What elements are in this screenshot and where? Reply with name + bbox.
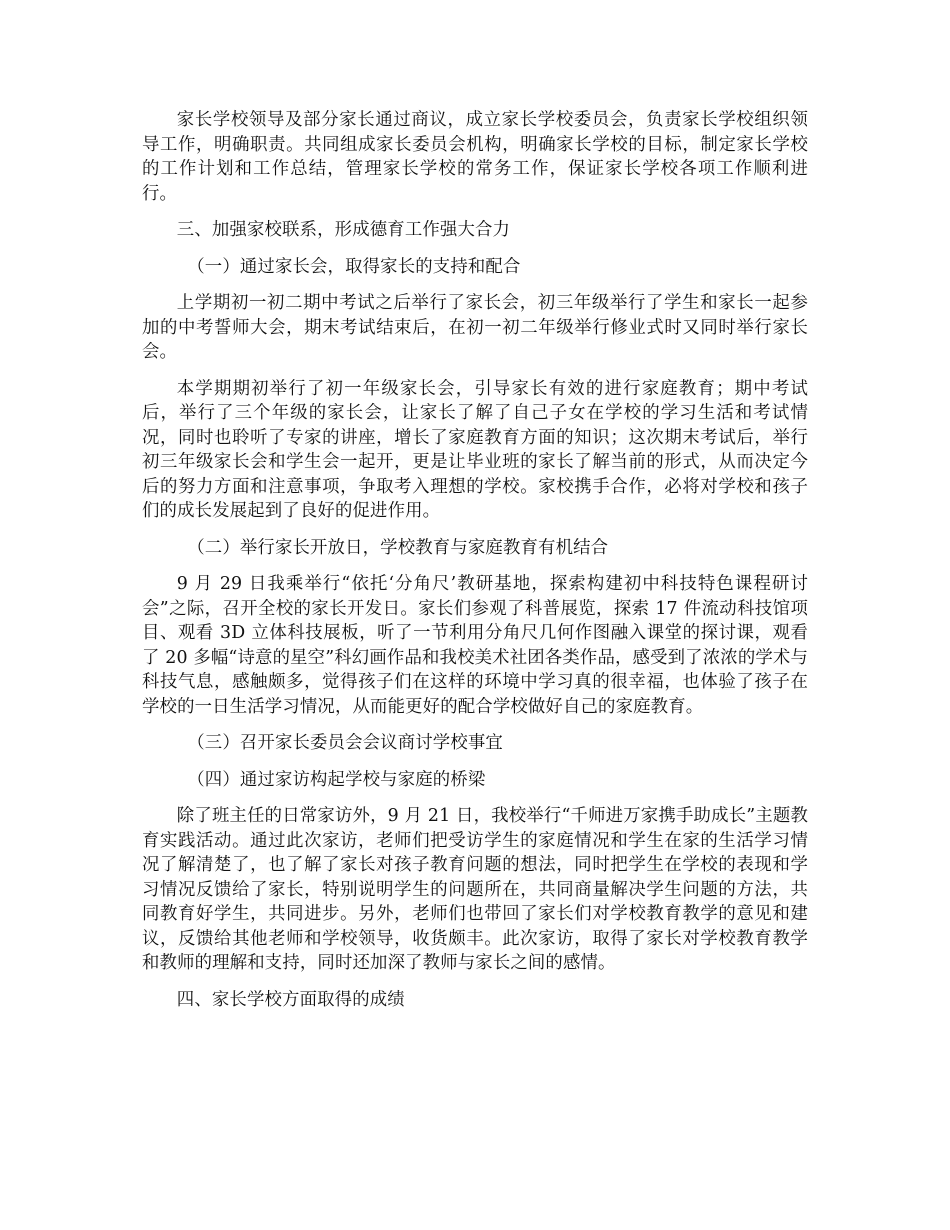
subheading-open-day: （二）举行家长开放日，学校教育与家庭教育有机结合	[187, 537, 609, 558]
section-heading-3: 三、加强家校联系，形成德育工作强大合力	[176, 220, 511, 240]
subheading-home-visit: （四）通过家访构起学校与家庭的桥梁	[187, 769, 486, 790]
subheading-parent-meeting: （一）通过家长会，取得家长的支持和配合	[187, 256, 521, 277]
paragraph-this-semester: 本学期期初举行了初一年级家长会，引导家长有效的进行家庭教育；期中考试后，举行了三个年级的家长会，让家长了解了自己子女在学校的学习生活和考试情况，同时也聆听了专家的讲座，增长了家庭教育方面的知识；这次期末考试后，举行初三年级家长会和学生会一起开，更是让毕业班的家长了解当前的形式，从而决定今后的努力方面和注意事项，争取考入理想的学校。家校携手合作，必将对学校和孩子们的成长发展起到了良好的促进作用。	[142, 378, 808, 521]
document-body	[142, 108, 808, 1024]
paragraph-open-day: 9 月 29 日我乘举行“依托‘分角尺’教研基地，探索构建初中科技特色课程研讨会”之际，召开全校的家长开发日。家长们参观了科普展览，探索 17 件流动科技馆项目、观看 3D 立体科技展板，听了一节利用分角尺几何作图融入课堂的探讨课，观看了 20 多幅“诗意的星空”科幻画作品和我校美术社团各类作品，感受到了浓浓的学术与科技气息，感触颇多，觉得孩子们在这样的环境中学习真的很幸福，也体验了孩子在学校的一日生活学习情况，从而能更好的配合学校做好自己的家庭教育。	[142, 574, 808, 717]
paragraph-committee: 家长学校领导及部分家长通过商议，成立家长学校委员会，负责家长学校组织领导工作，明确职责。共同组成家长委员会机构，明确家长学校的目标，制定家长学校的工作计划和工作总结，管理家长学校的常务工作，保证家长学校各项工作顺利进行。	[142, 110, 808, 204]
paragraph-last-semester: 上学期初一初二期中考试之后举行了家长会，初三年级举行了学生和家长一起参加的中考誓师大会，期末考试结束后，在初一初二年级举行修业式时又同时举行家长会。	[142, 293, 808, 362]
section-heading-4: 四、家长学校方面取得的成绩	[176, 989, 405, 1010]
subheading-committee-meeting: （三）召开家长委员会会议商讨学校事宜	[187, 733, 503, 753]
paragraph-home-visit: 除了班主任的日常家访外，9 月 21 日，我校举行“千师进万家携手助成长”主题教育实践活动。通过此次家访，老师们把受访学生的家庭情况和学生在家的生活学习情况了解清楚了，也了解了家长对孩子教育问题的想法，同时把学生在学校的表现和学习情况反馈给了家长，特别说明学生的问题所在，共同商量解决学生问题的方法，共同教育好学生，共同进步。另外，老师们也带回了家长们对学校教育教学的意见和建议，反馈给其他老师和学校领导，收货颇丰。此次家访，取得了家长对学校教育教学和教师的理解和支持，同时还加深了教师与家长之间的感情。	[142, 806, 808, 973]
